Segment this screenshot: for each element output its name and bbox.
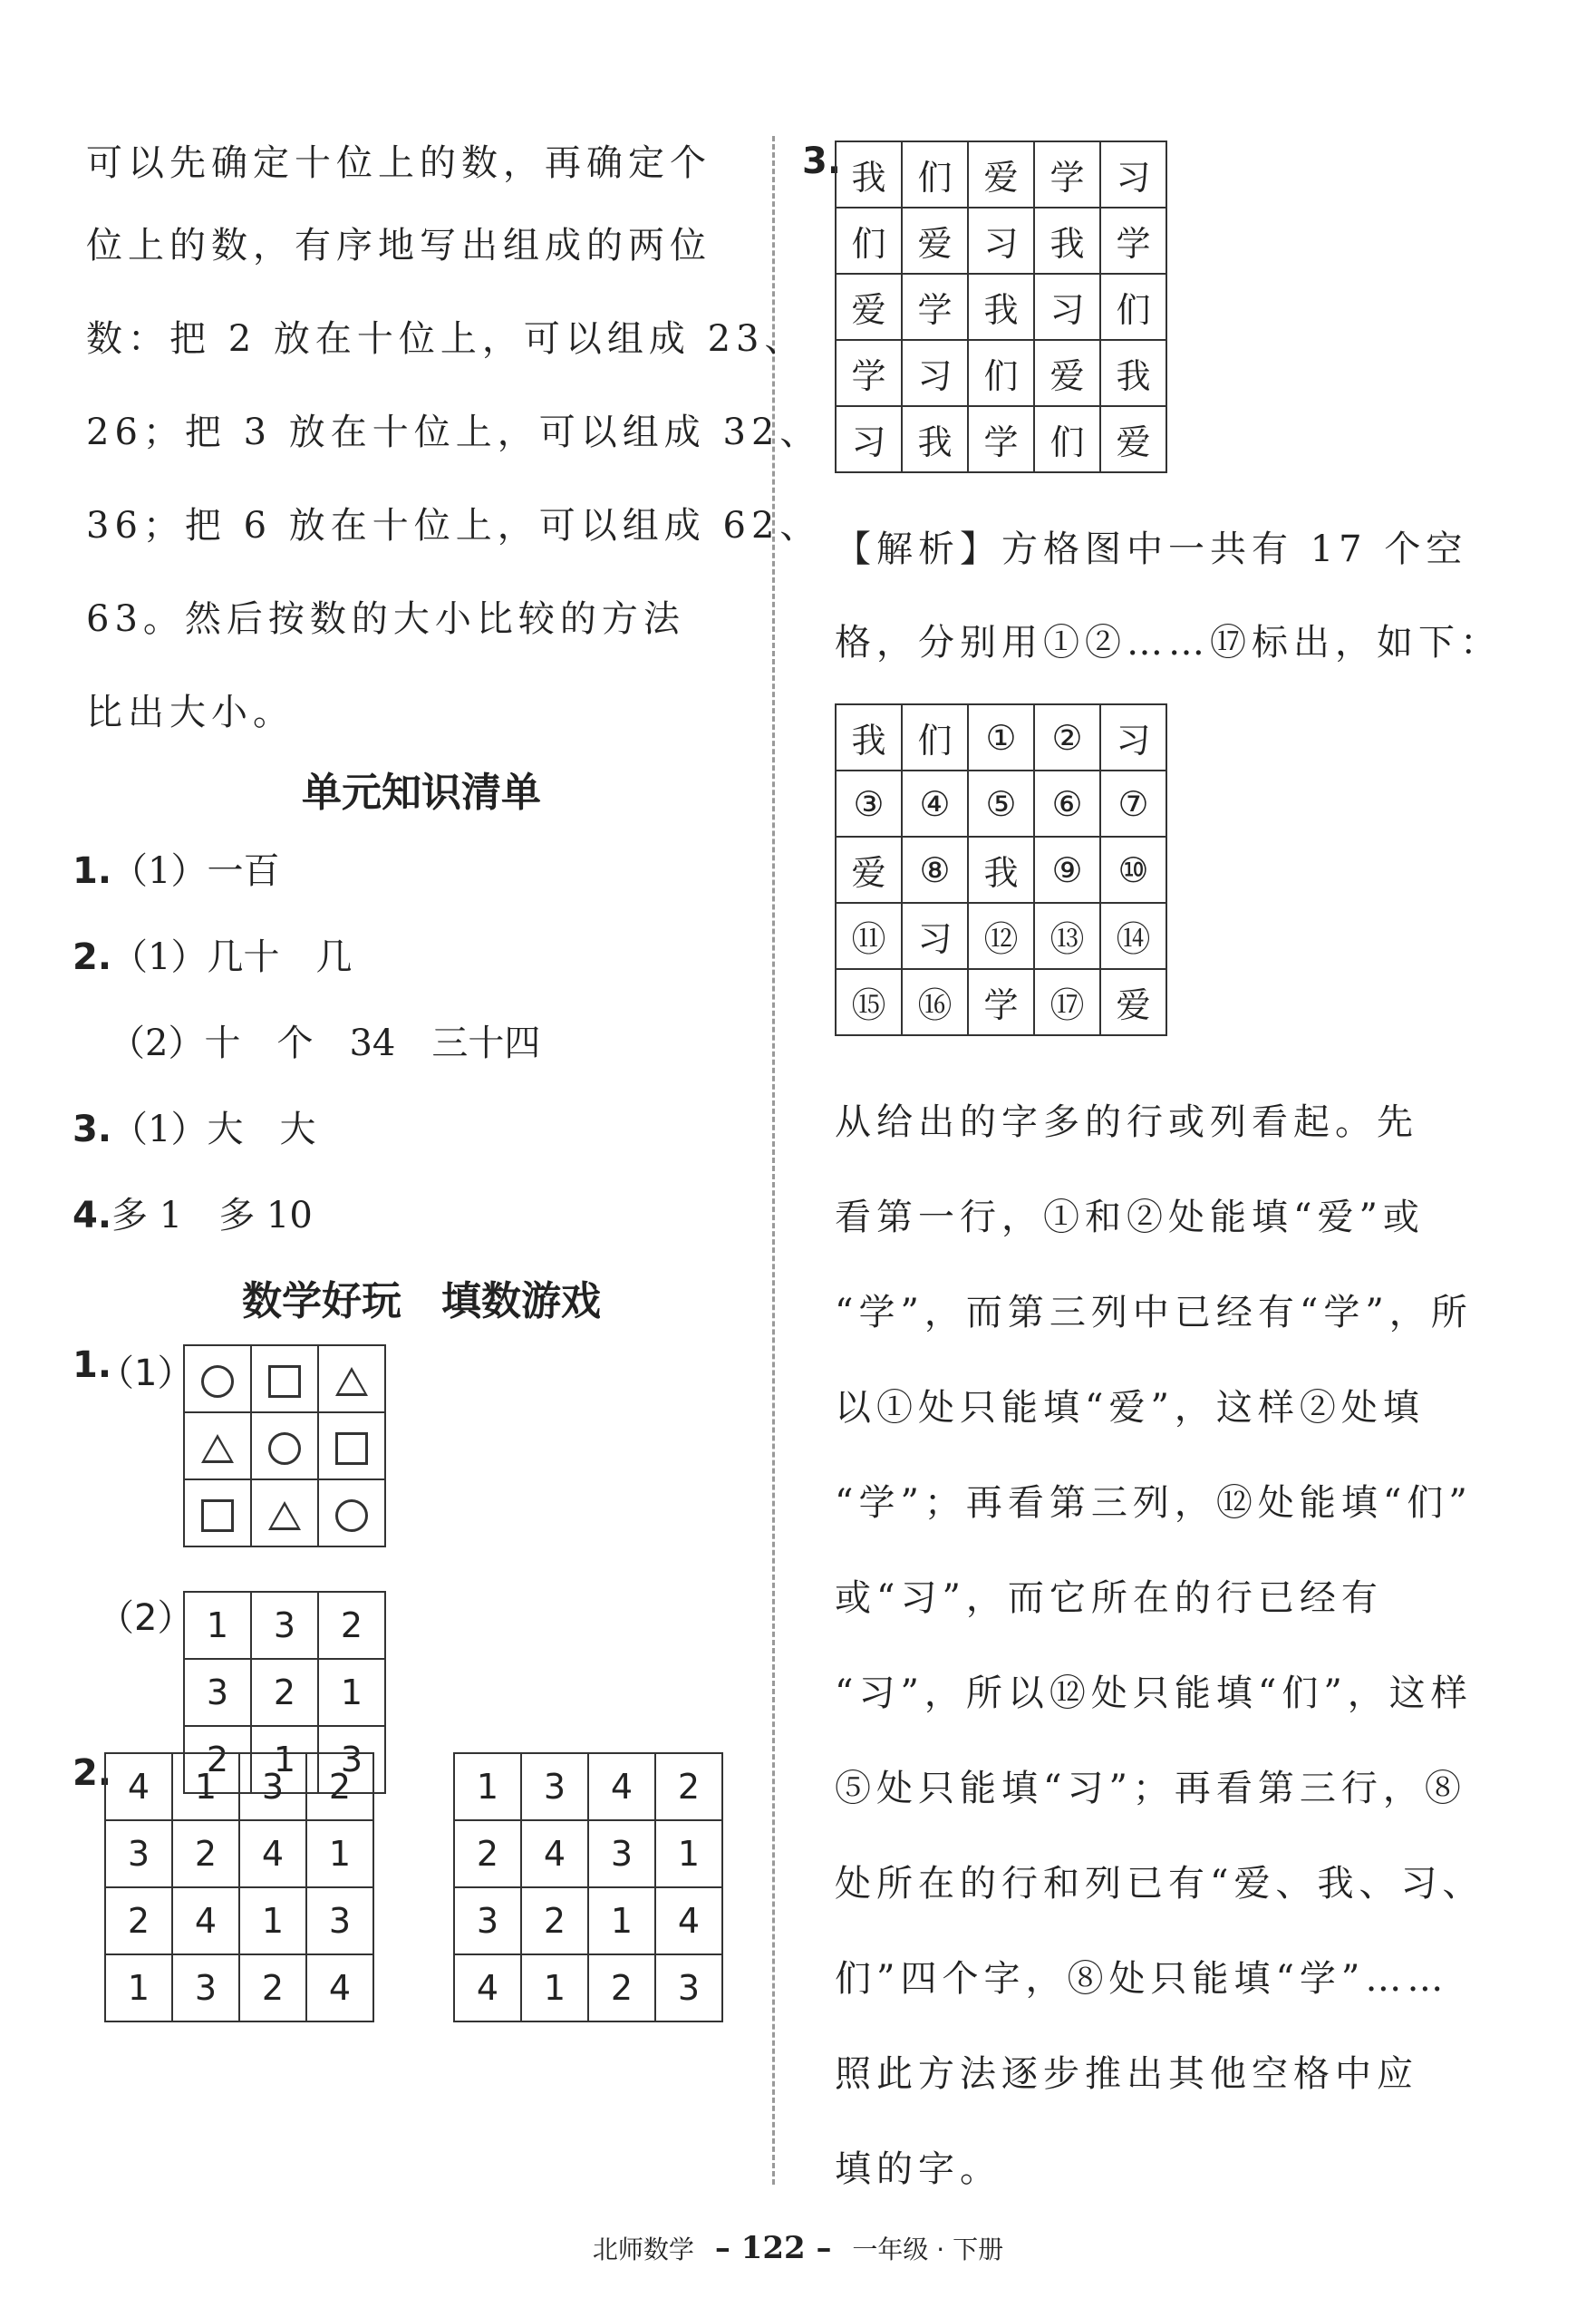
circle-icon — [268, 1432, 301, 1465]
text-line: 处所在的行和列已有“爱、我、习、 — [835, 1863, 1485, 1905]
grid-cell: 3 — [318, 1726, 385, 1793]
grid-cell: 爱 — [836, 274, 902, 340]
grid-cell: 4 — [588, 1753, 655, 1820]
grid-cell: 我 — [1100, 340, 1166, 406]
grid-cell — [318, 1345, 385, 1412]
triangle-icon — [268, 1501, 301, 1530]
knowledge-item: （2）十 个 34 三十四 — [109, 1023, 541, 1064]
question-1 — [73, 1344, 757, 1779]
knowledge-item: 4.多 1 多 10 — [73, 1195, 313, 1236]
grid-cell — [184, 1345, 251, 1412]
grid-cell: 4 — [172, 1887, 239, 1954]
text-line: 位上的数，有序地写出组成的两位 — [86, 225, 711, 267]
text-line: 26；把 3 放在十位上，可以组成 32、 — [86, 412, 822, 453]
triangle-icon — [335, 1367, 368, 1396]
grid-cell: 我 — [968, 274, 1034, 340]
grid-cell: 们 — [902, 704, 968, 771]
grid-cell — [184, 1412, 251, 1479]
grid-cell: 2 — [172, 1820, 239, 1887]
grid-cell: ⑬ — [1034, 903, 1100, 969]
answer-grid — [835, 141, 1167, 473]
grid-cell: ⑭ — [1100, 903, 1166, 969]
grid-cell: ③ — [836, 771, 902, 837]
question-2 — [73, 1752, 757, 2042]
grid-cell: ⑫ — [968, 903, 1034, 969]
grid-cell: ⑨ — [1034, 837, 1100, 903]
book-title: 北师数学 — [592, 2235, 694, 2264]
grid-cell: 3 — [521, 1753, 588, 1820]
grid-cell: 3 — [105, 1820, 172, 1887]
grid-cell: 1 — [239, 1887, 306, 1954]
grid-cell: 爱 — [836, 837, 902, 903]
square-icon — [335, 1432, 368, 1465]
grid-cell: 4 — [454, 1954, 521, 2021]
grid-cell — [184, 1479, 251, 1546]
grid-cell: 2 — [105, 1887, 172, 1954]
grid-cell: 我 — [1034, 208, 1100, 274]
grid-cell: 4 — [521, 1820, 588, 1887]
grid-cell: 3 — [239, 1753, 306, 1820]
grid-cell: 2 — [239, 1954, 306, 2021]
question-number: 1. — [73, 1344, 112, 1386]
triangle-icon — [201, 1434, 234, 1463]
question-number: 2. — [73, 1752, 112, 1794]
grid-cell: 们 — [968, 340, 1034, 406]
grid-cell — [251, 1412, 318, 1479]
grid-cell: 2 — [251, 1659, 318, 1726]
grid-cell: 2 — [306, 1753, 373, 1820]
grid-cell: ② — [1034, 704, 1100, 771]
knowledge-item: 3.（1）大 大 — [73, 1109, 316, 1150]
grid-cell: 习 — [902, 340, 968, 406]
grid-cell: 习 — [836, 406, 902, 472]
square-icon — [268, 1365, 301, 1398]
grid-cell: ④ — [902, 771, 968, 837]
grid-cell: 学 — [902, 274, 968, 340]
text-line: 照此方法逐步推出其他空格中应 — [835, 2053, 1418, 2095]
text-line: 数：把 2 放在十位上，可以组成 23、 — [86, 318, 807, 360]
grid-cell: 1 — [105, 1954, 172, 2021]
grid-cell: 们 — [1100, 274, 1166, 340]
knowledge-item: 1.（1）一百 — [73, 850, 280, 892]
grid-cell: 学 — [968, 969, 1034, 1035]
grid-cell: 3 — [655, 1954, 722, 2021]
grid-cell: 3 — [184, 1659, 251, 1726]
grid-cell: 4 — [655, 1887, 722, 1954]
part-label: （1） — [98, 1352, 194, 1394]
text-line: “学”；再看第三列，⑫处能填“们” — [835, 1482, 1473, 1524]
grid-cell: 们 — [836, 208, 902, 274]
grid-cell: 学 — [1100, 208, 1166, 274]
text-line: 可以先确定十位上的数，再确定个 — [86, 142, 711, 184]
question-3 — [802, 127, 1473, 503]
grid-cell: 1 — [318, 1659, 385, 1726]
text-line: 以①处只能填“爱”，这样②处填 — [835, 1387, 1425, 1429]
grid-cell: ⑯ — [902, 969, 968, 1035]
text-line: 格，分别用①②……⑰标出，如下： — [835, 622, 1502, 664]
page-footer — [0, 2230, 1596, 2266]
grid-cell: 1 — [172, 1753, 239, 1820]
grid-cell: ⑪ — [836, 903, 902, 969]
grid-cell: 1 — [251, 1726, 318, 1793]
grid-cell: 4 — [105, 1753, 172, 1820]
text-line: 填的字。 — [835, 2148, 1001, 2190]
grid-cell: 1 — [588, 1887, 655, 1954]
page-number: – 122 – — [714, 2230, 832, 2266]
grid-cell: ⑥ — [1034, 771, 1100, 837]
grid-cell: 爱 — [1100, 406, 1166, 472]
grade-label: 一年级 · 下册 — [852, 2235, 1004, 2264]
grid-cell — [251, 1345, 318, 1412]
text-line: 们”四个字，⑧处只能填“学”…… — [835, 1958, 1449, 2000]
text-line: 比出大小。 — [86, 692, 295, 733]
grid-cell: ⑦ — [1100, 771, 1166, 837]
text-line: “习”，所以⑫处只能填“们”，这样 — [835, 1672, 1473, 1714]
grid-cell: ⑩ — [1100, 837, 1166, 903]
grid-cell: 3 — [588, 1820, 655, 1887]
right-column — [802, 127, 1502, 2217]
grid-cell: 我 — [902, 406, 968, 472]
grid-cell: 2 — [454, 1820, 521, 1887]
left-column — [73, 127, 822, 2042]
grid-cell: 们 — [1034, 406, 1100, 472]
text-line: 63。然后按数的大小比较的方法 — [86, 598, 685, 640]
grid-cell: 我 — [836, 141, 902, 208]
text-line: 【解析】方格图中一共有 17 个空 — [835, 528, 1468, 570]
section-title-game: 数学好玩 填数游戏 — [242, 1278, 601, 1324]
grid-cell: 习 — [1100, 141, 1166, 208]
grid-cell: 习 — [968, 208, 1034, 274]
grid-cell: 2 — [521, 1887, 588, 1954]
text-line: 看第一行，①和②处能填“爱”或 — [835, 1197, 1425, 1238]
question-number: 3. — [802, 141, 842, 182]
text-line: 或“习”，而它所在的行已经有 — [835, 1577, 1383, 1619]
grid-cell: ⑧ — [902, 837, 968, 903]
grid-cell: 2 — [318, 1592, 385, 1659]
grid-cell: 爱 — [1034, 340, 1100, 406]
square-icon — [201, 1499, 234, 1532]
grid-cell: 4 — [306, 1954, 373, 2021]
grid-cell: 1 — [521, 1954, 588, 2021]
grid-cell: 3 — [306, 1887, 373, 1954]
text-line: 36；把 6 放在十位上，可以组成 62、 — [86, 505, 822, 547]
grid-cell: 习 — [1034, 274, 1100, 340]
grid-cell: 学 — [836, 340, 902, 406]
analysis-intro — [835, 503, 1502, 690]
grid-cell: 1 — [655, 1820, 722, 1887]
section-title-knowledge: 单元知识清单 — [302, 770, 541, 816]
grid-cell: 2 — [588, 1954, 655, 2021]
knowledge-item: 2.（1）几十 几 — [73, 936, 353, 978]
grid-cell: 1 — [306, 1820, 373, 1887]
grid-cell: 学 — [1034, 141, 1100, 208]
grid-cell: ⑮ — [836, 969, 902, 1035]
grid-cell: 们 — [902, 141, 968, 208]
shape-grid — [183, 1344, 386, 1547]
circle-icon — [201, 1365, 234, 1398]
grid-cell: 3 — [251, 1592, 318, 1659]
intro-paragraph — [86, 127, 822, 760]
number-grid-4x4-a — [104, 1752, 374, 2022]
circle-icon — [335, 1499, 368, 1532]
grid-cell: 学 — [968, 406, 1034, 472]
grid-cell: 3 — [172, 1954, 239, 2021]
part-label: （2） — [98, 1597, 194, 1639]
explanation — [835, 1075, 1485, 2217]
grid-cell: 我 — [836, 704, 902, 771]
grid-cell: 爱 — [902, 208, 968, 274]
grid-cell: ⑰ — [1034, 969, 1100, 1035]
grid-cell: 爱 — [1100, 969, 1166, 1035]
text-line: 从给出的字多的行或列看起。先 — [835, 1101, 1418, 1143]
grid-cell — [318, 1479, 385, 1546]
grid-cell: 1 — [454, 1753, 521, 1820]
numbered-grid — [835, 703, 1167, 1036]
grid-cell: 习 — [1100, 704, 1166, 771]
text-line: “学”，而第三列中已经有“学”，所 — [835, 1292, 1473, 1333]
grid-cell: ⑤ — [968, 771, 1034, 837]
grid-cell: 2 — [184, 1726, 251, 1793]
knowledge-list — [73, 829, 757, 1259]
grid-cell: ① — [968, 704, 1034, 771]
grid-cell: 爱 — [968, 141, 1034, 208]
grid-cell: 4 — [239, 1820, 306, 1887]
grid-cell: 3 — [454, 1887, 521, 1954]
text-line: ⑤处只能填“习”；再看第三行，⑧ — [835, 1768, 1466, 1809]
numbered-grid-wrap — [802, 690, 1473, 1075]
grid-cell — [318, 1412, 385, 1479]
grid-cell: 习 — [902, 903, 968, 969]
number-grid-4x4-b — [453, 1752, 723, 2022]
grid-cell: 1 — [184, 1592, 251, 1659]
grid-cell: 我 — [968, 837, 1034, 903]
grid-cell: 2 — [655, 1753, 722, 1820]
grid-cell — [251, 1479, 318, 1546]
